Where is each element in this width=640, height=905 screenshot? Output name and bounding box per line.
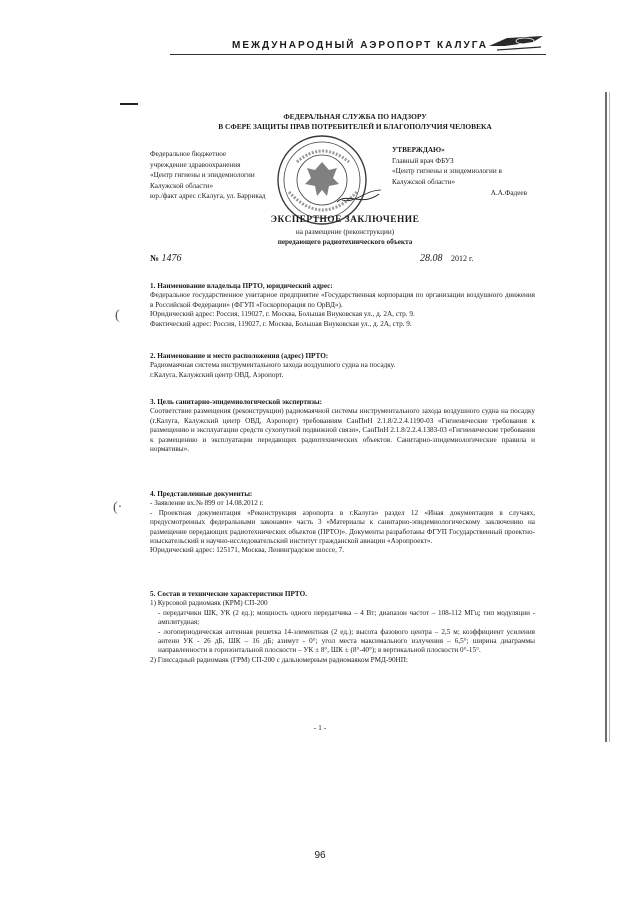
- approval-line: «Центр гигиены и эпидемиологии в: [392, 167, 502, 175]
- section-heading: 5. Состав и технические характеристики ПРТО.: [150, 590, 308, 598]
- number-label: №: [150, 253, 160, 263]
- issuer-line: Федеральное бюджетное: [150, 150, 227, 158]
- section-paragraph: г.Калуга, Калужский центр ОВД, Аэропорт.: [150, 370, 284, 379]
- section-paragraph: Федеральное государственное унитарное предприятие «Государственная корпорация по организации воздушного движения в Российской Федерации» (ФГУП «Госкорпорация по ОрВД»).: [150, 291, 535, 309]
- margin-bracket-mark: (·: [113, 500, 123, 515]
- agency-title-line1: ФЕДЕРАЛЬНАЯ СЛУЖБА ПО НАДЗОРУ: [283, 112, 427, 121]
- date-handwritten: 28.08: [420, 253, 443, 264]
- margin-dash: [120, 103, 138, 105]
- approval-signatory: А.А.Фадеев: [490, 189, 527, 197]
- section-heading: 1. Наименование владельца ПРТО, юридический адрес:: [150, 282, 333, 290]
- section-paragraph: 2) Глиссадный радиомаяк (ГРМ) СП-200 с дальномерным радиомаяком РМД-90НП:: [150, 655, 408, 664]
- page-number: 96: [314, 850, 326, 861]
- official-seal-icon: [267, 132, 385, 228]
- conclusion-object: передающего радиотехнического объекта: [277, 238, 413, 246]
- document-date: [420, 253, 473, 264]
- approval-line: Главный врач ФБУЗ: [392, 156, 454, 165]
- conclusion-subtitle: на размещение (реконструкции): [295, 228, 395, 236]
- issuer-line: учреждение здравоохранения: [150, 160, 241, 169]
- conclusion-title: ЭКСПЕРТНОЕ ЗАКЛЮЧЕНИЕ: [270, 215, 420, 225]
- section-paragraph: 1) Курсовой радиомаяк (КРМ) СП-200: [150, 599, 268, 608]
- airport-logo-icon: [487, 32, 545, 54]
- section-paragraph: Соответствие размещения (реконструкции) радиомаячной системы инструментального захода воздушного судна на посадку (г.Калуга, Калужский центр ОВД, Аэропорт) требованиям СанПиН 2.1.8/2.2.4.1190-03 «Гигиенические требования к размещению и эксплуатации средств сухопутной подвижной связи», СанПиН 2.1.8/2.2.4.1383-03 «Гигиенические требования к размещению и эксплуатации передающих радиотехнических объектов. Санитарно-эпидемиологические правила и нормативы».: [150, 407, 535, 454]
- header-banner: МЕЖДУНАРОДНЫЙ АЭРОПОРТ КАЛУГА: [232, 40, 488, 51]
- section-heading: 4. Представленные документы:: [150, 490, 253, 498]
- section-3: [150, 398, 535, 454]
- agency-title-line2: В СФЕРЕ ЗАЩИТЫ ПРАВ ПОТРЕБИТЕЛЕЙ И БЛАГОПОЛУЧИЯ ЧЕЛОВЕКА: [218, 122, 492, 131]
- section-paragraph: Фактический адрес: Россия, 119027, г. Москва, Большая Внуковская ул., д. 2А, стр. 9.: [150, 319, 412, 328]
- margin-bracket-mark: (: [115, 308, 120, 323]
- issuer-line: юр./факт адрес г.Калуга, ул. Баррикад: [150, 192, 266, 200]
- section-paragraph: Юридический адрес: 125171, Москва, Ленинградское шоссе, 7.: [150, 546, 345, 555]
- section-paragraph: - передатчики ШК, УК (2 ед.); мощность одного передатчика – 4 Вт; диапазон частот – 108-112 МГц; тип модуляции - амплитудная;: [158, 608, 535, 627]
- section-paragraph: Юридический адрес: Россия, 119027, г. Москва, Большая Внуковская ул., д. 2А, стр. 9.: [150, 310, 415, 319]
- section-heading: 3. Цель санитарно-эпидемиологической экспертизы:: [150, 398, 323, 406]
- section-4: [150, 490, 535, 556]
- approval-title: УТВЕРЖДАЮ»: [392, 146, 445, 154]
- binding-edge-line: [605, 92, 607, 742]
- issuer-line: Калужской области»: [150, 181, 214, 190]
- section-heading: 2. Наименование и место расположения (адрес) ПРТО:: [150, 352, 329, 360]
- binding-edge-line: [609, 92, 610, 742]
- page-marker: - 1 -: [313, 723, 327, 732]
- approval-line: Калужской области»: [392, 177, 456, 186]
- section-paragraph: - логопериодическая антенная решетка 14-элементная (2 ед.); высота фазового центра – 2,5 м; коэффициент усиления антенн УК - 26 дБ, ШК – 16 дБ; азимут - 0°; угол места максимального излучения – 6,5°; ширина диаграммы направленности в горизонтальной плоскости – УК ± 8°, ШК ± (8°-40°); в вертикальной плоскости 0°-15°.: [158, 627, 535, 655]
- approval-block: [392, 145, 527, 199]
- section-5: [150, 590, 535, 665]
- section-2: [150, 352, 535, 380]
- section-paragraph: - Проектная документация «Реконструкция аэропорта в г.Калуга» раздел 12 «Иная документация в случаях, предусмотренных федеральными законами» часть 3 «Материалы к санитарно-эпидемиологическому заключению на размещение передающих радиотехнических объектов (ПРТО)». Документы разработаны ФГУП Государственный проектно-изыскательский и научно-исследовательский институт гражданской авиации «Аэропроект».: [150, 508, 535, 546]
- date-year: 2012 г.: [451, 254, 474, 263]
- section-paragraph: - Заявление вх.№ 899 от 14.08.2012 г.: [150, 499, 264, 508]
- section-1: [150, 282, 535, 329]
- number-value: 1476: [161, 253, 182, 264]
- header-rule: [170, 54, 546, 55]
- issuer-line: «Центр гигиены и эпидемиологии: [150, 171, 255, 179]
- document-number: [150, 253, 182, 264]
- section-paragraph: Радиомаячная система инструментального захода воздушного судна на посадку.: [150, 361, 396, 370]
